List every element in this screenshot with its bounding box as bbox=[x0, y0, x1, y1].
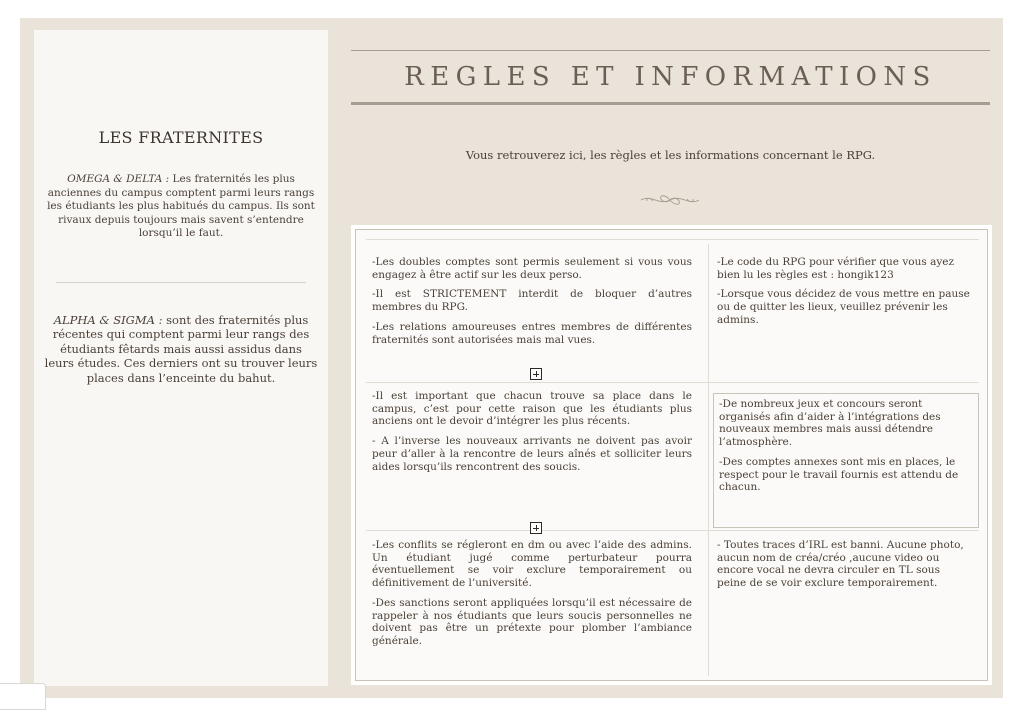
rule-text: -Le code du RPG pour vérifier que vous ayez bien lu les règles est : hongik123 bbox=[717, 256, 955, 281]
rule-text: - Toutes traces d’IRL est banni. Aucune photo, aucun nom de créa/créo ,aucune video ou encore vocal ne devra circuler en TL sous peine de se voir exclure temporairement. bbox=[717, 539, 964, 590]
row-separator bbox=[366, 382, 979, 383]
rule-text: -Lorsque vous décidez de vous mettre en pause ou de quitter les lieux, veuillez prévenir les admins. bbox=[717, 288, 970, 326]
corner-tab[interactable] bbox=[0, 683, 46, 710]
rule-text: -Des sanctions seront appliquées lorsqu’il est nécessaire de rappeler à nos étudiants que leurs soucis personnelles ne doivent pas être un prétexte pour plomber l’ambiance générale. bbox=[372, 596, 692, 647]
row-separator bbox=[366, 530, 979, 531]
rule-text: -Des comptes annexes sont mis en places, le respect pour le travail fournis est attendu de chacun. bbox=[719, 455, 959, 494]
fraternity-description: sont des fraternités plus récentes qui comptent parmi leur rangs des étudiants fêtards mais aussi assidus dans leurs études. Ces derniers ont su trouver leurs places dans l’enceinte du bahut. bbox=[44, 313, 318, 385]
expand-plus-icon[interactable] bbox=[530, 522, 542, 534]
fraternity-name: ALPHA & SIGMA : bbox=[53, 313, 163, 327]
fraternity-name: OMEGA & DELTA : bbox=[67, 173, 170, 185]
row-separator bbox=[366, 239, 979, 240]
rule-text: -De nombreux jeux et concours seront organisés afin d’aider à l’intégrations des nouveaux membres mais aussi détendre l’atmosphère. bbox=[719, 398, 941, 449]
expand-plus-icon[interactable] bbox=[530, 368, 542, 380]
rule-text: -Les conflits se régleront en dm ou avec l’aide des admins. Un étudiant jugé comme perturbateur pourra éventuellement se voir exclure temporairement ou définitivement de l’université. bbox=[372, 539, 692, 590]
column-divider bbox=[708, 244, 709, 676]
header-rule-top bbox=[351, 50, 990, 51]
rules-cell-row1-right bbox=[717, 256, 971, 334]
fraternities-panel bbox=[34, 30, 328, 686]
fraternity-omega-delta bbox=[44, 173, 318, 241]
ornament-icon bbox=[639, 190, 701, 210]
rules-cell-row1-left bbox=[372, 256, 692, 353]
rules-inner-frame bbox=[355, 229, 988, 681]
rules-cell-row3-right bbox=[717, 539, 971, 597]
rules-cell-row2-right bbox=[713, 393, 979, 528]
rules-box bbox=[351, 225, 992, 685]
divider bbox=[56, 282, 306, 283]
header-rule-bottom bbox=[351, 102, 990, 105]
fraternities-title: LES FRATERNITES bbox=[98, 128, 264, 147]
rule-text: -Il est important que chacun trouve sa place dans le campus, c’est pour cette raison que les étudiants plus anciens ont le devoir d’intégrer les plus récents. bbox=[372, 390, 692, 428]
rule-text: - A l’inverse les nouveaux arrivants ne doivent pas avoir peur d’aller à la rencontre de leurs aînés et solliciter leurs aides lorsqu’ils rencontrent des soucis. bbox=[372, 435, 692, 473]
rules-cell-row3-left bbox=[372, 539, 692, 655]
page-title: REGLES ET INFORMATIONS bbox=[404, 62, 937, 92]
fraternity-description: Les fraternités les plus anciennes du campus comptent parmi leurs rangs les étudiants les plus habitués du campus. Ils sont rivaux depuis toujours mais savent s’entendre lorsqu’il le faut. bbox=[47, 173, 315, 240]
rule-text: -Les relations amoureuses entres membres de différentes fraternités sont autorisées mais mal vues. bbox=[372, 320, 692, 346]
rule-text: -Les doubles comptes sont permis seulement si vous vous engagez à être actif sur les deux perso. bbox=[372, 256, 692, 281]
fraternity-alpha-sigma bbox=[44, 313, 318, 385]
intro-text: Vous retrouverez ici, les règles et les informations concernant le RPG. bbox=[465, 148, 876, 162]
rules-cell-row2-left bbox=[372, 390, 692, 480]
rule-text: -Il est STRICTEMENT interdit de bloquer d’autres membres du RPG. bbox=[372, 288, 692, 314]
